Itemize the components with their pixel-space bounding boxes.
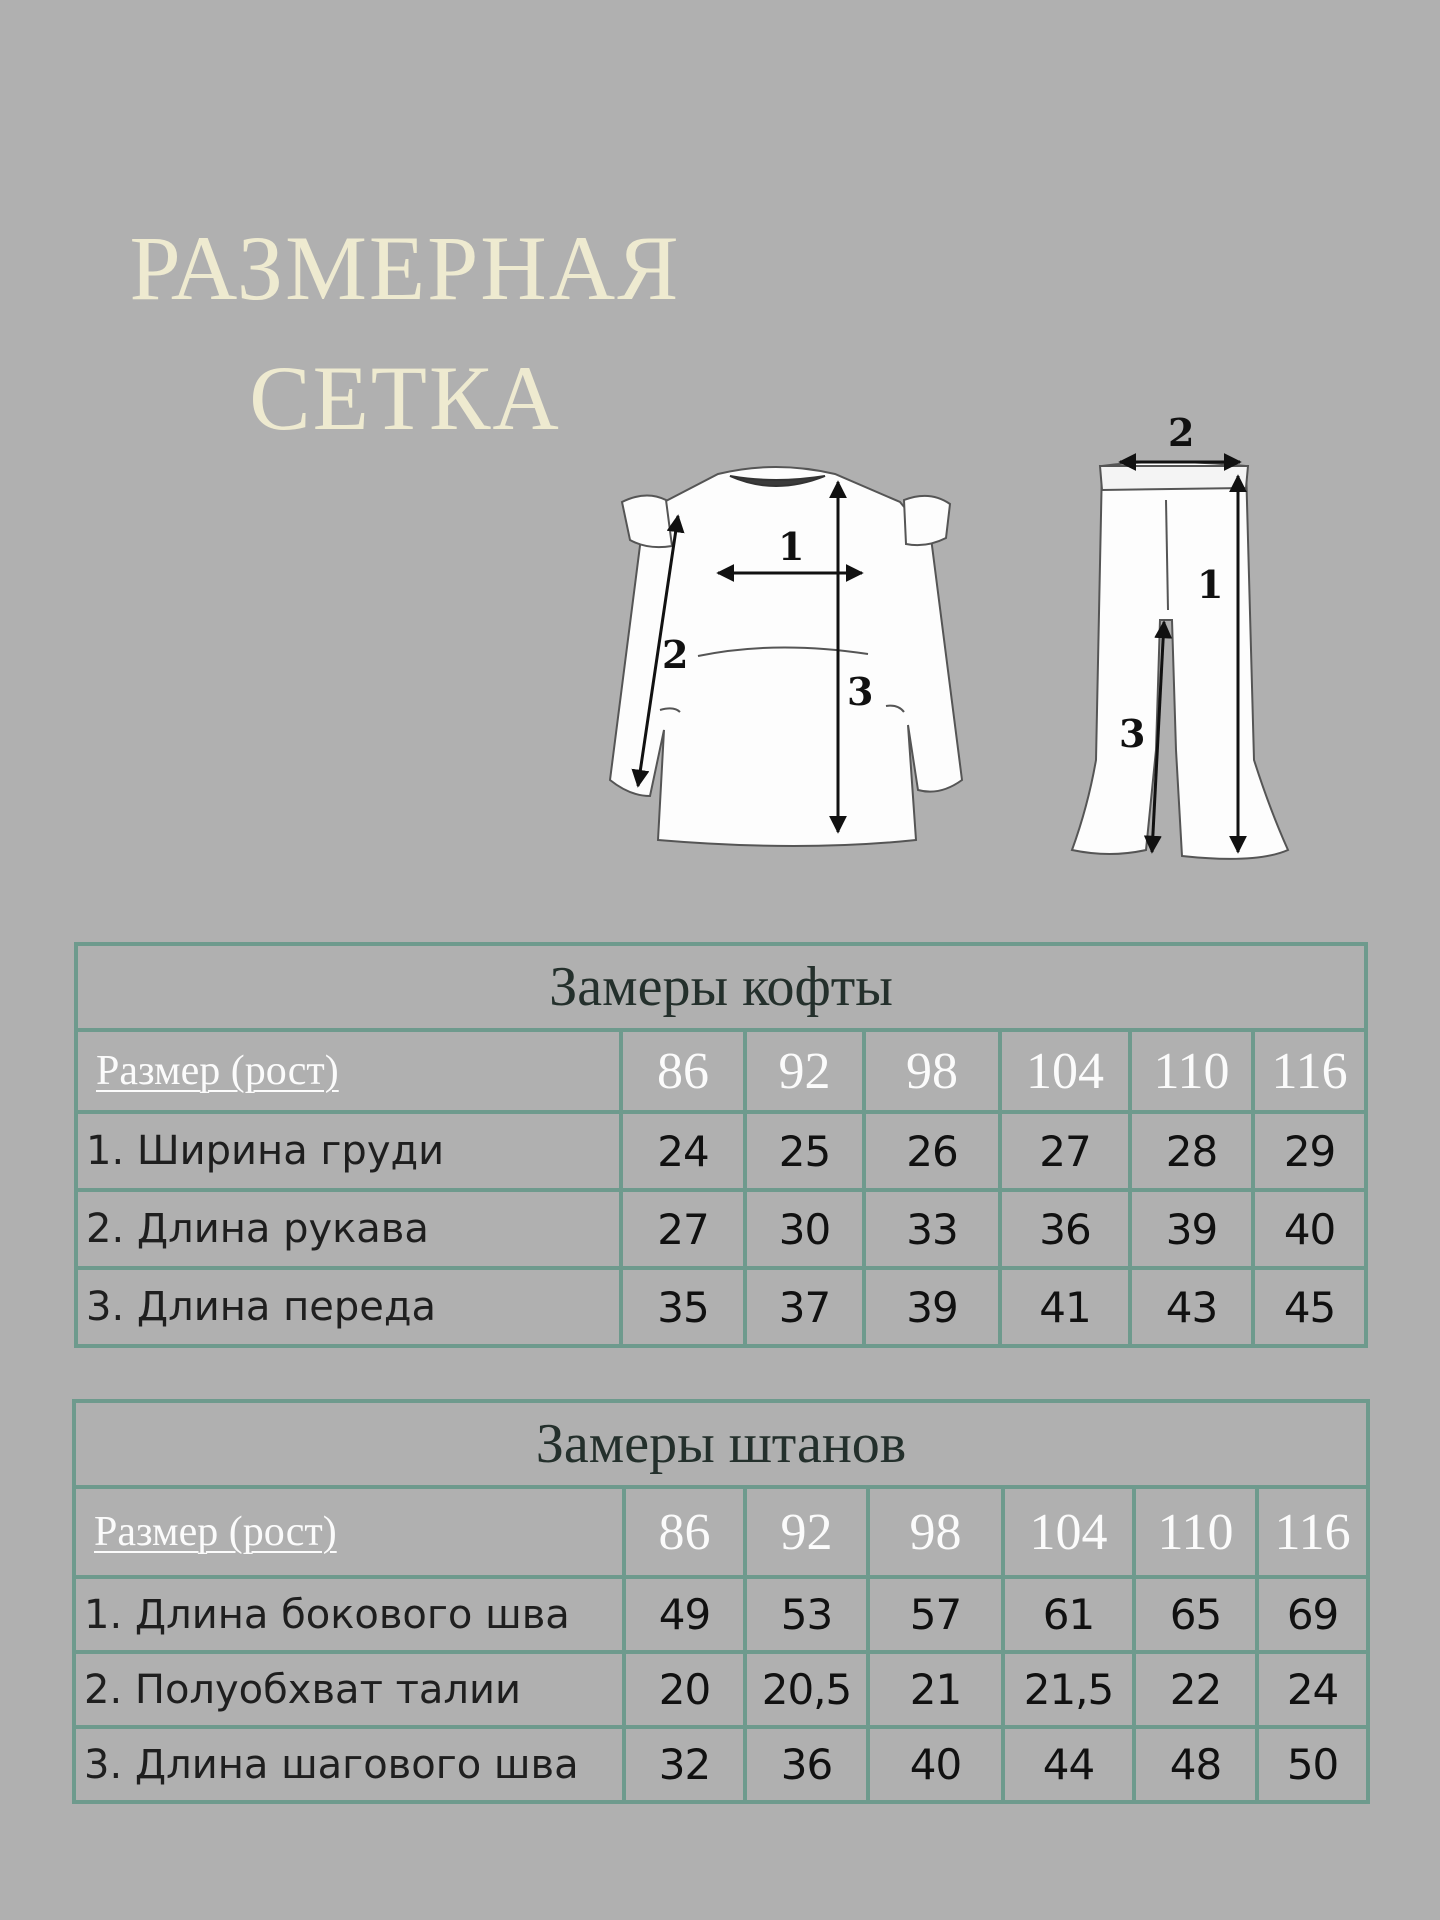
table-row xyxy=(74,1652,1368,1727)
value-cell: 29 xyxy=(1253,1112,1366,1190)
pants-sketch xyxy=(1072,462,1288,859)
size-header-cell: 98 xyxy=(864,1030,1000,1112)
size-header-cell: 110 xyxy=(1130,1030,1253,1112)
value-cell: 50 xyxy=(1257,1727,1368,1802)
pants-size-table xyxy=(72,1399,1370,1804)
top-label-1: 1 xyxy=(778,524,805,569)
size-header-cell: 116 xyxy=(1253,1030,1366,1112)
row-label: 1. Длина бокового шва xyxy=(74,1577,624,1652)
pants-label-1: 1 xyxy=(1197,562,1224,607)
top-garment-diagram xyxy=(600,460,980,850)
value-cell: 28 xyxy=(1130,1112,1253,1190)
row-label: 2. Полуобхват талии xyxy=(74,1652,624,1727)
value-cell: 24 xyxy=(1257,1652,1368,1727)
value-cell: 36 xyxy=(1000,1190,1130,1268)
value-cell: 39 xyxy=(864,1268,1000,1346)
value-cell: 36 xyxy=(745,1727,868,1802)
value-cell: 65 xyxy=(1134,1577,1257,1652)
size-header-cell: 92 xyxy=(745,1030,864,1112)
value-cell: 20,5 xyxy=(745,1652,868,1727)
value-cell: 20 xyxy=(624,1652,745,1727)
value-cell: 53 xyxy=(745,1577,868,1652)
top-size-table xyxy=(74,942,1368,1348)
value-cell: 33 xyxy=(864,1190,1000,1268)
value-cell: 21,5 xyxy=(1003,1652,1134,1727)
table-row xyxy=(76,1112,1366,1190)
top-table-caption: Замеры кофты xyxy=(76,944,1366,1030)
size-header-cell: 110 xyxy=(1134,1487,1257,1577)
value-cell: 43 xyxy=(1130,1268,1253,1346)
value-cell: 32 xyxy=(624,1727,745,1802)
pants-label-3: 3 xyxy=(1119,711,1146,756)
pants-garment-diagram xyxy=(1060,410,1300,870)
value-cell: 49 xyxy=(624,1577,745,1652)
size-header-cell: 98 xyxy=(868,1487,1003,1577)
value-cell: 25 xyxy=(745,1112,864,1190)
row-label: 3. Длина переда xyxy=(76,1268,621,1346)
value-cell: 41 xyxy=(1000,1268,1130,1346)
size-header-cell: 116 xyxy=(1257,1487,1368,1577)
value-cell: 48 xyxy=(1134,1727,1257,1802)
page-title-line-2: СЕТКА xyxy=(249,347,561,449)
value-cell: 57 xyxy=(868,1577,1003,1652)
row-label: 2. Длина рукава xyxy=(76,1190,621,1268)
value-cell: 45 xyxy=(1253,1268,1366,1346)
value-cell: 21 xyxy=(868,1652,1003,1727)
table-row xyxy=(74,1727,1368,1802)
value-cell: 24 xyxy=(621,1112,745,1190)
top-label-3: 3 xyxy=(847,669,874,714)
table-row xyxy=(76,1268,1366,1346)
size-header-cell: 86 xyxy=(621,1030,745,1112)
value-cell: 39 xyxy=(1130,1190,1253,1268)
value-cell: 27 xyxy=(621,1190,745,1268)
size-header-cell: 104 xyxy=(1000,1030,1130,1112)
row-label: 3. Длина шагового шва xyxy=(74,1727,624,1802)
size-header-cell: 86 xyxy=(624,1487,745,1577)
size-header-cell: 92 xyxy=(745,1487,868,1577)
table-row xyxy=(74,1577,1368,1652)
table-row xyxy=(76,1190,1366,1268)
size-header-cell: 104 xyxy=(1003,1487,1134,1577)
size-header-label: Размер (рост) xyxy=(74,1487,624,1577)
row-label: 1. Ширина груди xyxy=(76,1112,621,1190)
pants-table-header-row xyxy=(74,1487,1368,1577)
value-cell: 61 xyxy=(1003,1577,1134,1652)
value-cell: 44 xyxy=(1003,1727,1134,1802)
value-cell: 40 xyxy=(868,1727,1003,1802)
top-label-2: 2 xyxy=(662,632,689,677)
size-header-label: Размер (рост) xyxy=(76,1030,621,1112)
value-cell: 27 xyxy=(1000,1112,1130,1190)
top-table-header-row xyxy=(76,1030,1366,1112)
value-cell: 22 xyxy=(1134,1652,1257,1727)
page-title-line-1: РАЗМЕРНАЯ xyxy=(129,217,681,319)
value-cell: 37 xyxy=(745,1268,864,1346)
value-cell: 26 xyxy=(864,1112,1000,1190)
pants-table-caption: Замеры штанов xyxy=(74,1401,1368,1487)
value-cell: 30 xyxy=(745,1190,864,1268)
value-cell: 69 xyxy=(1257,1577,1368,1652)
value-cell: 40 xyxy=(1253,1190,1366,1268)
value-cell: 35 xyxy=(621,1268,745,1346)
pants-label-2: 2 xyxy=(1168,410,1195,455)
